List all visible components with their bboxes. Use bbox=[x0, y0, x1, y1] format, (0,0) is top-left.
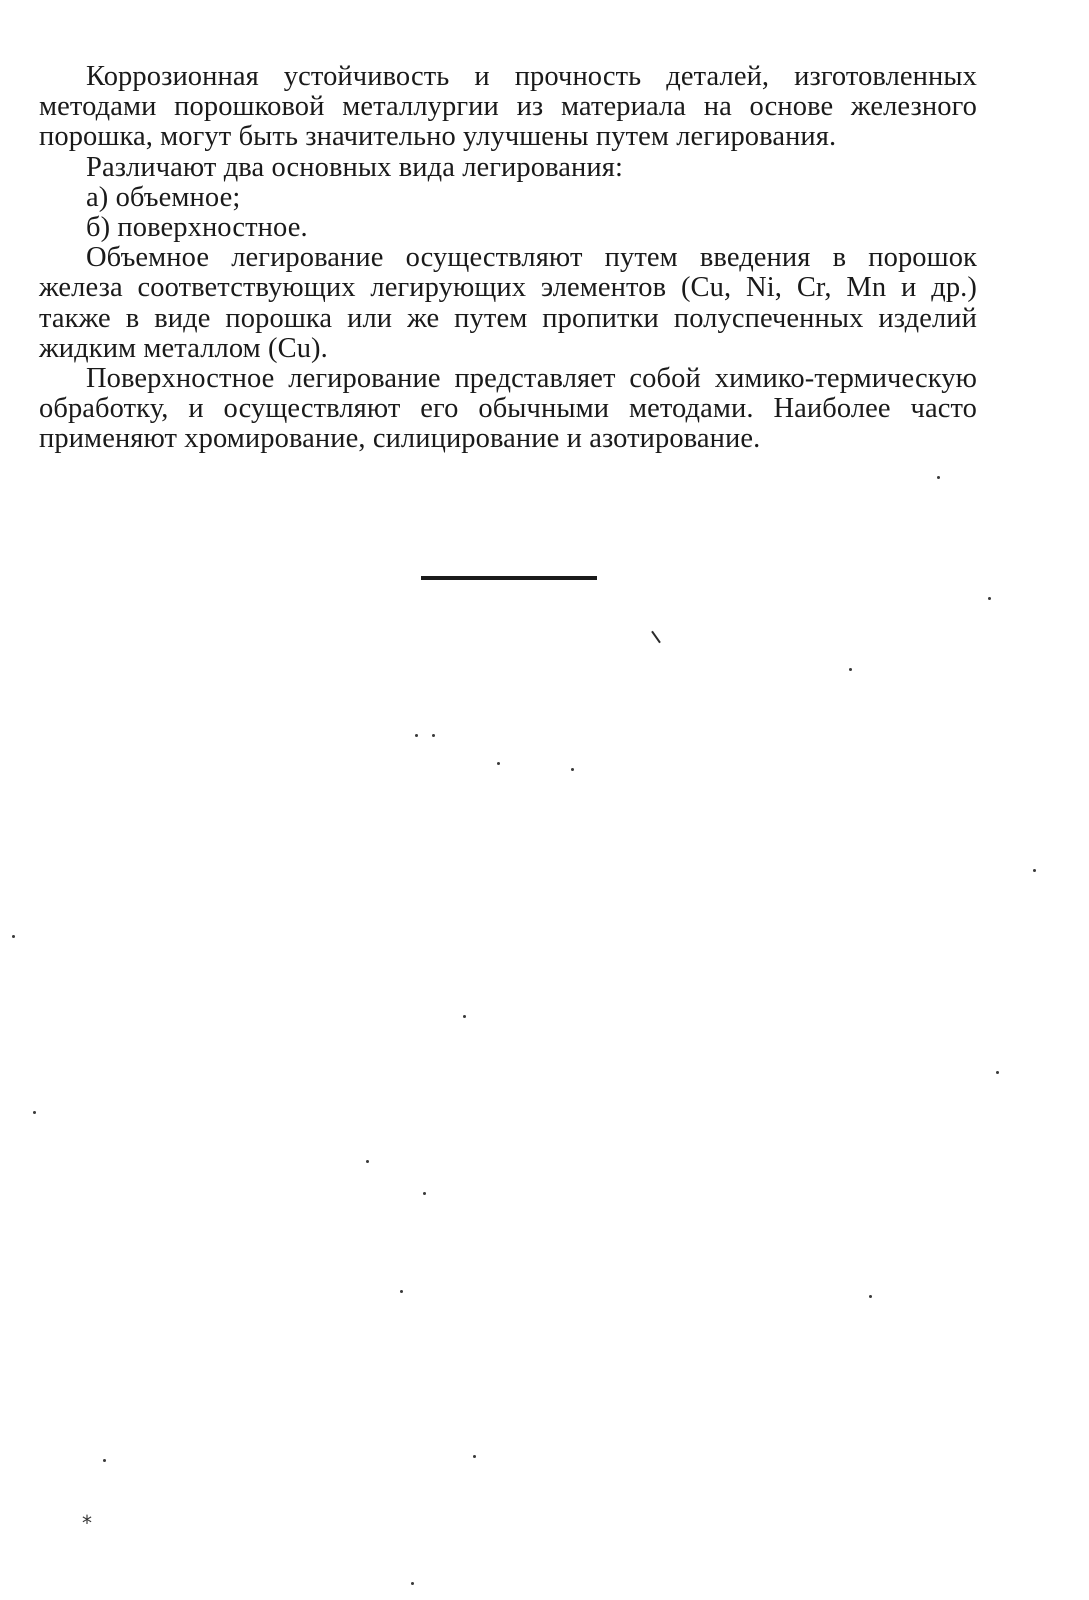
body-text bbox=[39, 62, 977, 455]
list-item-surface: б) поверхностное. bbox=[86, 212, 308, 244]
scan-speck bbox=[988, 597, 991, 600]
scan-speck bbox=[996, 1071, 999, 1074]
scan-speck bbox=[497, 762, 500, 765]
scan-speck bbox=[849, 668, 852, 671]
scan-speck bbox=[103, 1459, 106, 1462]
scan-speck bbox=[423, 1192, 426, 1195]
paragraph-alloying-intro: Коррозионная устойчивость и прочность деталей, изготовленных методами порошковой металлургии из материала на основе железного порошка, могут быть значительно улучшены путем легирования. bbox=[39, 61, 977, 153]
section-divider bbox=[421, 576, 597, 580]
scan-speck bbox=[869, 1295, 872, 1298]
list-item-volume: а) объемное; bbox=[86, 181, 241, 213]
scan-speck bbox=[571, 768, 574, 771]
scan-speck bbox=[411, 1582, 414, 1585]
scan-speck bbox=[366, 1160, 369, 1163]
scan-speck bbox=[432, 734, 435, 737]
scan-mark bbox=[651, 631, 661, 644]
scan-speck bbox=[33, 1111, 36, 1114]
scan-speck bbox=[415, 734, 418, 737]
scan-speck bbox=[937, 476, 940, 479]
paragraph-volume-alloying: Объемное легирование осуществляют путем введения в порошок железа соответствующих легирующих элементов (Cu, Ni, Cr, Mn и др.) также в виде порошка или же путем пропитки полуспеченных изделий жидким металлом (Cu). bbox=[39, 242, 977, 364]
scan-speck bbox=[400, 1290, 403, 1293]
scan-speck bbox=[12, 935, 15, 938]
footer-asterisk: * bbox=[82, 1511, 92, 1535]
scan-speck bbox=[473, 1455, 476, 1458]
scan-speck bbox=[1033, 869, 1036, 872]
paragraph-alloying-types: Различают два основных вида легирования: bbox=[86, 151, 623, 183]
scan-speck bbox=[463, 1015, 466, 1018]
paragraph-surface-alloying: Поверхностное легирование представляет собой химико-термическую обработку, и осуществляют его обычными методами. Наиболее часто применяют хромирование, силицирование и азотирование. bbox=[39, 363, 977, 455]
